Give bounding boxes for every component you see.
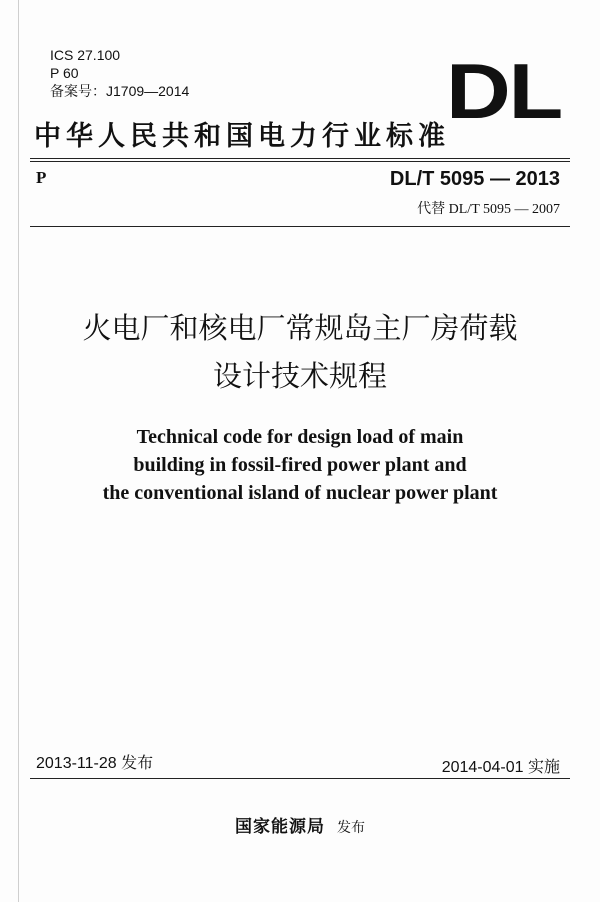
english-title bbox=[0, 423, 600, 507]
english-title-line-1: Technical code for design load of main bbox=[136, 426, 464, 448]
english-title-line-3: the conventional island of nuclear power plant bbox=[102, 482, 498, 504]
standard-number: DL/T 5095 — 2013 bbox=[389, 168, 560, 190]
chinese-title-line-2: 设计技术规程 bbox=[212, 359, 387, 393]
standard-title: 中华人民共和国电力行业标准 bbox=[34, 121, 450, 152]
publisher-line bbox=[0, 812, 600, 837]
number-rule bbox=[30, 226, 570, 227]
chinese-title-line-1: 火电厂和核电厂常规岛主厂房荷载 bbox=[82, 311, 518, 345]
footer-rule bbox=[30, 778, 570, 779]
publisher-action: 发布 bbox=[337, 820, 365, 836]
english-title-line-2: building in fossil-fired power plant and bbox=[133, 454, 467, 476]
ics-code: ICS 27.100 bbox=[50, 47, 121, 63]
class-code: P 60 bbox=[50, 65, 79, 81]
replaces-standard: 代替 DL/T 5095 — 2007 bbox=[417, 202, 560, 217]
category-letter: P bbox=[36, 168, 47, 187]
effective-date: 2014-04-01 实施 bbox=[441, 759, 560, 776]
publisher-org: 国家能源局 bbox=[235, 817, 325, 837]
header-rule-bottom bbox=[30, 161, 570, 162]
issue-date: 2013-11-28 发布 bbox=[36, 755, 154, 772]
dl-logo: DL bbox=[446, 47, 561, 135]
record-number: 备案号：J1709—2014 bbox=[50, 83, 190, 99]
header-rule-top bbox=[30, 158, 570, 159]
classification-block bbox=[50, 46, 189, 100]
